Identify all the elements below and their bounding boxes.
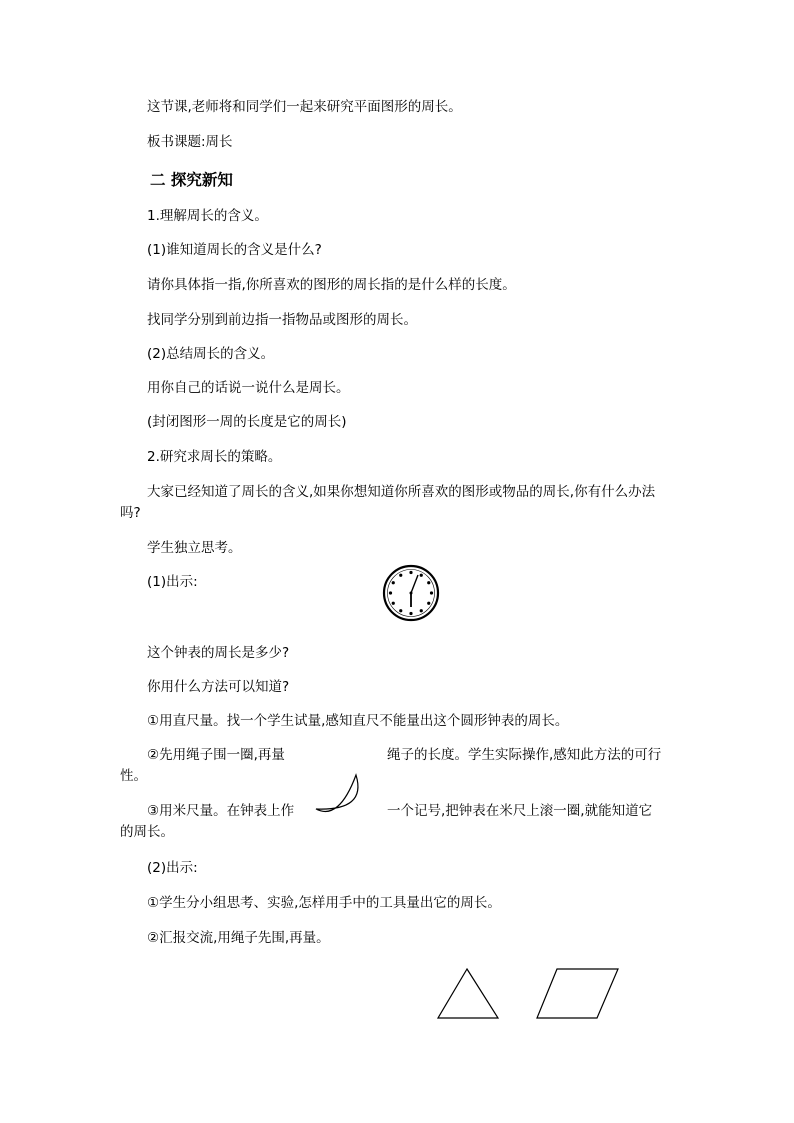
question-1: (1)谁知道周长的含义是什么?: [147, 242, 322, 258]
paragraph-method-a: 大家已经知道了周长的含义,如果你想知道你所喜欢的图形或物品的周长,你有什么办法: [147, 484, 656, 500]
board-title: 板书课题:周长: [147, 134, 233, 150]
paragraph-think: 学生独立思考。: [147, 540, 242, 556]
report-exchange: ②汇报交流,用绳子先围,再量。: [147, 930, 330, 946]
definition-note: (封闭图形一周的长度是它的周长): [147, 414, 347, 430]
clock-question: 这个钟表的周长是多少?: [147, 645, 290, 661]
method-meter-a: ③用米尺量。在钟表上作: [147, 803, 295, 819]
method-meter-b: 一个记号,把钟表在米尺上滚一圈,就能知道它: [387, 803, 653, 819]
method-rope-a: ②先用绳子围一圈,再量: [147, 747, 285, 763]
section-heading: 二 探究新知: [150, 171, 233, 189]
method-meter-c: 的周长。: [120, 824, 174, 840]
paragraph-own-words: 用你自己的话说一说什么是周长。: [147, 380, 350, 396]
clock-icon: [381, 563, 441, 623]
subsection-2: 2.研究求周长的策略。: [147, 449, 282, 465]
show-2: (2)出示:: [147, 860, 198, 876]
paragraph-students: 找同学分别到前边指一指物品或图形的周长。: [147, 312, 417, 328]
method-rope-b: 绳子的长度。学生实际操作,感知此方法的可行: [387, 747, 662, 763]
method-question: 你用什么方法可以知道?: [147, 679, 290, 695]
intro-text: 这节课,老师将和同学们一起来研究平面图形的周长。: [147, 99, 462, 115]
show-1: (1)出示:: [147, 574, 198, 590]
question-2: (2)总结周长的含义。: [147, 346, 275, 362]
method-rope-c: 性。: [120, 768, 147, 784]
method-ruler: ①用直尺量。找一个学生试量,感知直尺不能量出这个圆形钟表的周长。: [147, 713, 569, 729]
parallelogram-shape: [535, 966, 621, 1022]
triangle-shape: [436, 966, 502, 1022]
paragraph-method-b: 吗?: [120, 505, 141, 521]
group-think: ①学生分小组思考、实验,怎样用手中的工具量出它的周长。: [147, 895, 501, 911]
crescent-shape: [313, 773, 365, 821]
paragraph-point: 请你具体指一指,你所喜欢的图形的周长指的是什么样的长度。: [147, 277, 516, 293]
subsection-1: 1.理解周长的含义。: [147, 208, 268, 224]
